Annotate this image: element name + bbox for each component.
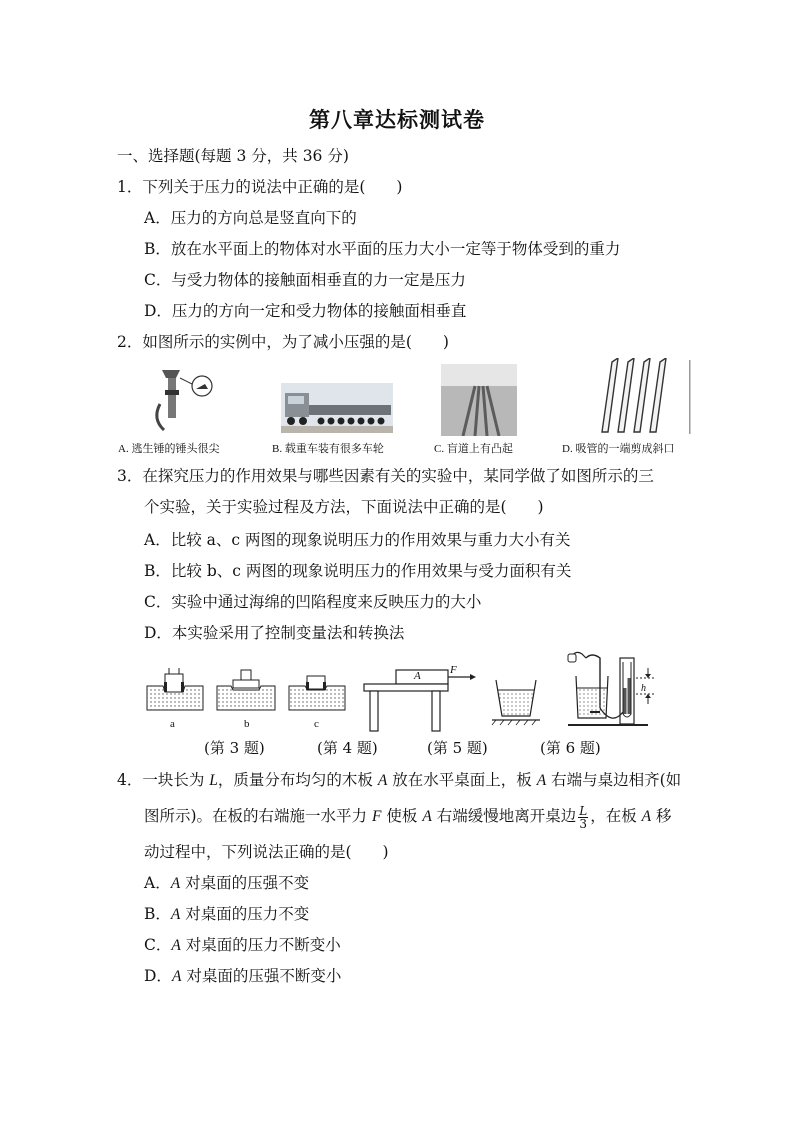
tactile-paving-image [441, 364, 517, 436]
var-A: A [171, 937, 181, 954]
option-letter: B． [144, 905, 171, 923]
q4-option-b [144, 904, 309, 925]
q3-fig-label-b: b [244, 718, 250, 730]
q3-option-a: A．比较 a、c 两图的现象说明压力的作用效果与重力大小有关 [144, 531, 571, 549]
q4-option-a [144, 873, 309, 894]
q2-stem: 2．如图所示的实例中，为了减小压强的是( ) [117, 333, 449, 351]
heavy-truck-image [281, 383, 393, 433]
q3-stem-line1: 3．在探究压力的作用效果与哪些因素有关的实验中，某同学做了如图所示的三 [117, 467, 654, 485]
q3-option-d: D．本实验采用了控制变量法和转换法 [144, 624, 405, 642]
fig-caption-q3: (第 3 题) [204, 739, 265, 757]
fraction-denominator: 3 [579, 816, 588, 831]
option-text: 对桌面的压力不断变小 [180, 936, 341, 954]
q1-option-c: C．与受力物体的接触面相垂直的力一定是压力 [144, 271, 466, 289]
q4-stem-line2 [144, 804, 672, 830]
q2-caption-d: D. 吸管的一端剪成斜口 [562, 443, 675, 455]
straws-image [594, 358, 692, 436]
option-text: 对桌面的压强不断变小 [181, 967, 342, 985]
text-run: ，在板 [590, 807, 642, 825]
q3-fig-label-a: a [170, 718, 175, 730]
escape-hammer-image [146, 364, 222, 438]
text-run: ，质量分布均匀的木板 [217, 771, 378, 789]
q2-caption-c: C. 盲道上有凸起 [434, 443, 513, 455]
fig-caption-q4: (第 4 题) [317, 739, 378, 757]
var-A: A [377, 772, 388, 789]
q4-option-d [144, 966, 341, 987]
q1-option-b: B．放在水平面上的物体对水平面的压力大小一定等于物体受到的重力 [144, 240, 621, 258]
q3-option-c: C．实验中通过海绵的凹陷程度来反映压力的大小 [144, 593, 482, 611]
option-text: 对桌面的压强不变 [180, 874, 310, 892]
var-A: A [170, 906, 181, 923]
q2-caption-b: B. 载重车装有很多车轮 [272, 443, 384, 455]
text-run: 移 [651, 807, 672, 825]
text-run: 4．一块长为 [117, 771, 210, 789]
q1-option-d: D．压力的方向一定和受力物体的接触面相垂直 [144, 302, 467, 320]
text-run: 右端与桌边相齐(如 [546, 771, 682, 789]
q6-fig-h-label: h [641, 683, 646, 694]
var-A: A [641, 808, 652, 825]
q3-option-b: B．比较 b、c 两图的现象说明压力的作用效果与受力面积有关 [144, 562, 572, 580]
text-run: 使板 [381, 807, 423, 825]
q4-stem-line1 [117, 770, 681, 791]
q3-fig-label-c: c [314, 718, 319, 730]
fraction-L-over-3 [578, 805, 588, 830]
var-L: L [209, 772, 218, 789]
page-title: 第八章达标测试卷 [309, 107, 485, 132]
var-A: A [422, 808, 432, 825]
q3-stem-line2: 个实验，关于实验过程及方法，下面说法中正确的是( ) [144, 498, 544, 516]
fig-caption-q5: (第 5 题) [427, 739, 488, 757]
text-run: 放在水平桌面上，板 [387, 771, 537, 789]
var-A: A [536, 772, 547, 789]
q4-option-c [144, 935, 341, 956]
text-run: 右端缓慢地离开桌边 [431, 807, 577, 825]
section-heading: 一、选择题(每题 3 分，共 36 分) [117, 147, 349, 165]
q5-beaker-figure [490, 672, 544, 732]
option-letter: D． [144, 967, 172, 985]
option-letter: C． [144, 936, 172, 954]
option-text: 对桌面的压力不变 [180, 905, 310, 923]
q2-caption-a: A. 逃生锤的锤头很尖 [118, 443, 220, 455]
q4-stem-line3: 动过程中，下列说法正确的是( ) [144, 843, 389, 861]
option-letter: A． [144, 874, 171, 892]
q1-option-a: A．压力的方向总是竖直向下的 [144, 209, 357, 227]
q4-fig-force-label: F [450, 664, 457, 676]
var-A: A [170, 875, 181, 892]
fig-caption-q6: (第 6 题) [540, 739, 601, 757]
q4-fig-block-label: A [414, 670, 421, 682]
var-F: F [371, 808, 382, 825]
q1-stem: 1．下列关于压力的说法中正确的是( ) [117, 178, 403, 196]
var-A: A [171, 968, 182, 985]
text-run: 图所示)。在板的右端施一水平力 [144, 807, 372, 825]
fraction-numerator: L [579, 803, 588, 818]
